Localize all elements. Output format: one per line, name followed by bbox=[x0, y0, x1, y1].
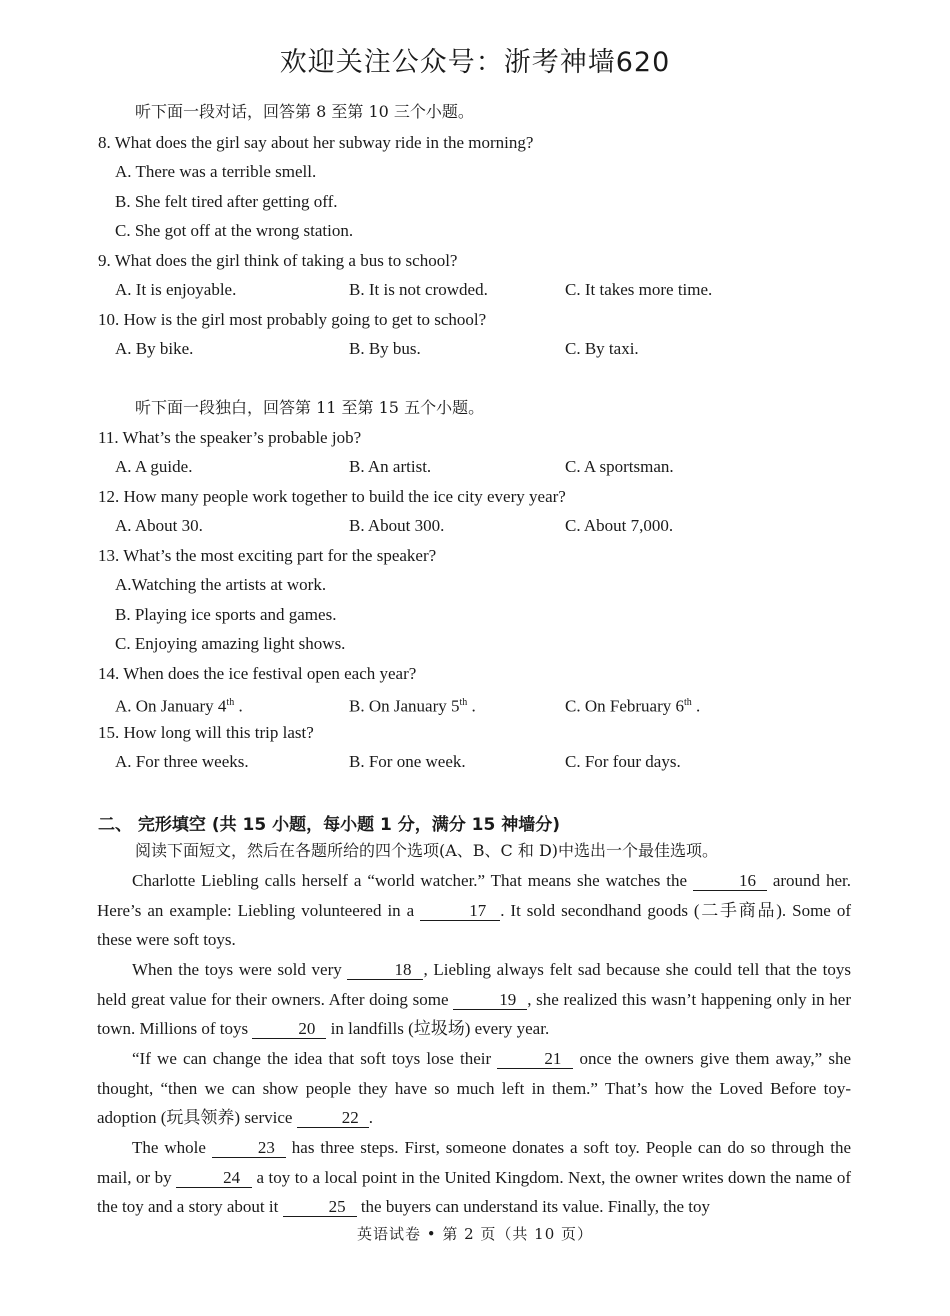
page-header: 欢迎关注公众号：浙考神墙620 bbox=[279, 47, 671, 78]
question-15-option-c: C. For four days. bbox=[565, 752, 681, 771]
question-8-option-c: C. She got off at the wrong station. bbox=[115, 221, 354, 240]
cloze-paragraph-2: When the toys were sold very 18 , Liebling always felt sad because she could tell that the toys held great value for their owners. After doing some 19 , she realized this wasn’t happening only in her town. Millions of toys 20 in landfills (垃圾场) every year. bbox=[97, 960, 851, 1039]
question-14-stem: 14. When does the ice festival open each year? bbox=[98, 664, 417, 683]
blank-25[interactable]: 25 bbox=[283, 1198, 357, 1217]
question-13-option-b: B. Playing ice sports and games. bbox=[115, 605, 337, 624]
question-8-stem: 8. What does the girl say about her subway ride in the morning? bbox=[98, 133, 534, 152]
question-9-option-a: A. It is enjoyable. bbox=[115, 280, 237, 299]
blank-20[interactable]: 20 bbox=[252, 1020, 326, 1039]
cloze-section-title: 二、 完形填空 (共 15 小题，每小题 1 分，满分 15 神墙分) bbox=[98, 815, 561, 835]
question-11-stem: 11. What’s the speaker’s probable job? bbox=[98, 428, 362, 447]
page-footer: 英语试卷 • 第 2 页（共 10 页） bbox=[356, 1225, 594, 1243]
blank-23[interactable]: 23 bbox=[212, 1139, 286, 1158]
question-15-option-a: A. For three weeks. bbox=[115, 752, 249, 771]
question-11-option-a: A. A guide. bbox=[115, 457, 193, 476]
cloze-instruction: 阅读下面短文，然后在各题所给的四个选项(A、B、C 和 D)中选出一个最佳选项。 bbox=[135, 841, 719, 860]
question-10-stem: 10. How is the girl most probably going to get to school? bbox=[98, 310, 487, 329]
cloze-paragraph-1: Charlotte Liebling calls herself a “world watcher.” That means she watches the 16 around her. Here’s an example: Liebling volunteered in a 17 . It sold secondhand goods (二手商品). Some of these were soft toys. bbox=[97, 871, 851, 950]
question-13-option-c: C. Enjoying amazing light shows. bbox=[115, 634, 346, 653]
question-14-option-c: C. On February 6th . bbox=[565, 696, 701, 716]
cloze-paragraph-4: The whole 23 has three steps. First, someone donates a soft toy. People can do so through the mail, or by 24 a toy to a local point in the United Kingdom. Next, the owner writes down the name of the toy and a story about it 25 the buyers can understand its value. Finally, the toy bbox=[97, 1138, 851, 1217]
question-15-stem: 15. How long will this trip last? bbox=[98, 723, 314, 742]
question-13-option-a: A.Watching the artists at work. bbox=[115, 575, 327, 594]
question-12-option-b: B. About 300. bbox=[349, 516, 445, 535]
listening-instruction-8-10: 听下面一段对话，回答第 8 至第 10 三个小题。 bbox=[135, 102, 474, 121]
blank-24[interactable]: 24 bbox=[176, 1169, 252, 1188]
question-9-option-c: C. It takes more time. bbox=[565, 280, 713, 299]
blank-22[interactable]: 22 bbox=[297, 1109, 369, 1128]
question-11-option-b: B. An artist. bbox=[349, 457, 432, 476]
question-8-option-b: B. She felt tired after getting off. bbox=[115, 192, 338, 211]
question-12-stem: 12. How many people work together to build the ice city every year? bbox=[98, 487, 566, 506]
blank-17[interactable]: 17 bbox=[420, 902, 500, 921]
blank-18[interactable]: 18 bbox=[347, 961, 423, 980]
question-10-option-c: C. By taxi. bbox=[565, 339, 639, 358]
question-9-stem: 9. What does the girl think of taking a bus to school? bbox=[98, 251, 458, 270]
question-14-option-a: A. On January 4th . bbox=[115, 696, 243, 716]
question-10-option-b: B. By bus. bbox=[349, 339, 421, 358]
question-9-option-b: B. It is not crowded. bbox=[349, 280, 488, 299]
question-14-option-b: B. On January 5th . bbox=[349, 696, 476, 716]
listening-instruction-11-15: 听下面一段独白，回答第 11 至第 15 五个小题。 bbox=[135, 398, 485, 417]
question-12-option-c: C. About 7,000. bbox=[565, 516, 674, 535]
question-15-option-b: B. For one week. bbox=[349, 752, 466, 771]
question-8-option-a: A. There was a terrible smell. bbox=[115, 162, 317, 181]
cloze-paragraph-3: “If we can change the idea that soft toys lose their 21 once the owners give them away,” she thought, “then we can show people they have so much left in them.” That’s how the Loved Before toy-adoption (玩具领养) service 22 . bbox=[97, 1049, 851, 1128]
blank-21[interactable]: 21 bbox=[497, 1050, 573, 1069]
question-11-option-c: C. A sportsman. bbox=[565, 457, 674, 476]
question-13-stem: 13. What’s the most exciting part for the speaker? bbox=[98, 546, 437, 565]
blank-19[interactable]: 19 bbox=[453, 991, 527, 1010]
blank-16[interactable]: 16 bbox=[693, 872, 767, 891]
question-10-option-a: A. By bike. bbox=[115, 339, 194, 358]
question-12-option-a: A. About 30. bbox=[115, 516, 203, 535]
